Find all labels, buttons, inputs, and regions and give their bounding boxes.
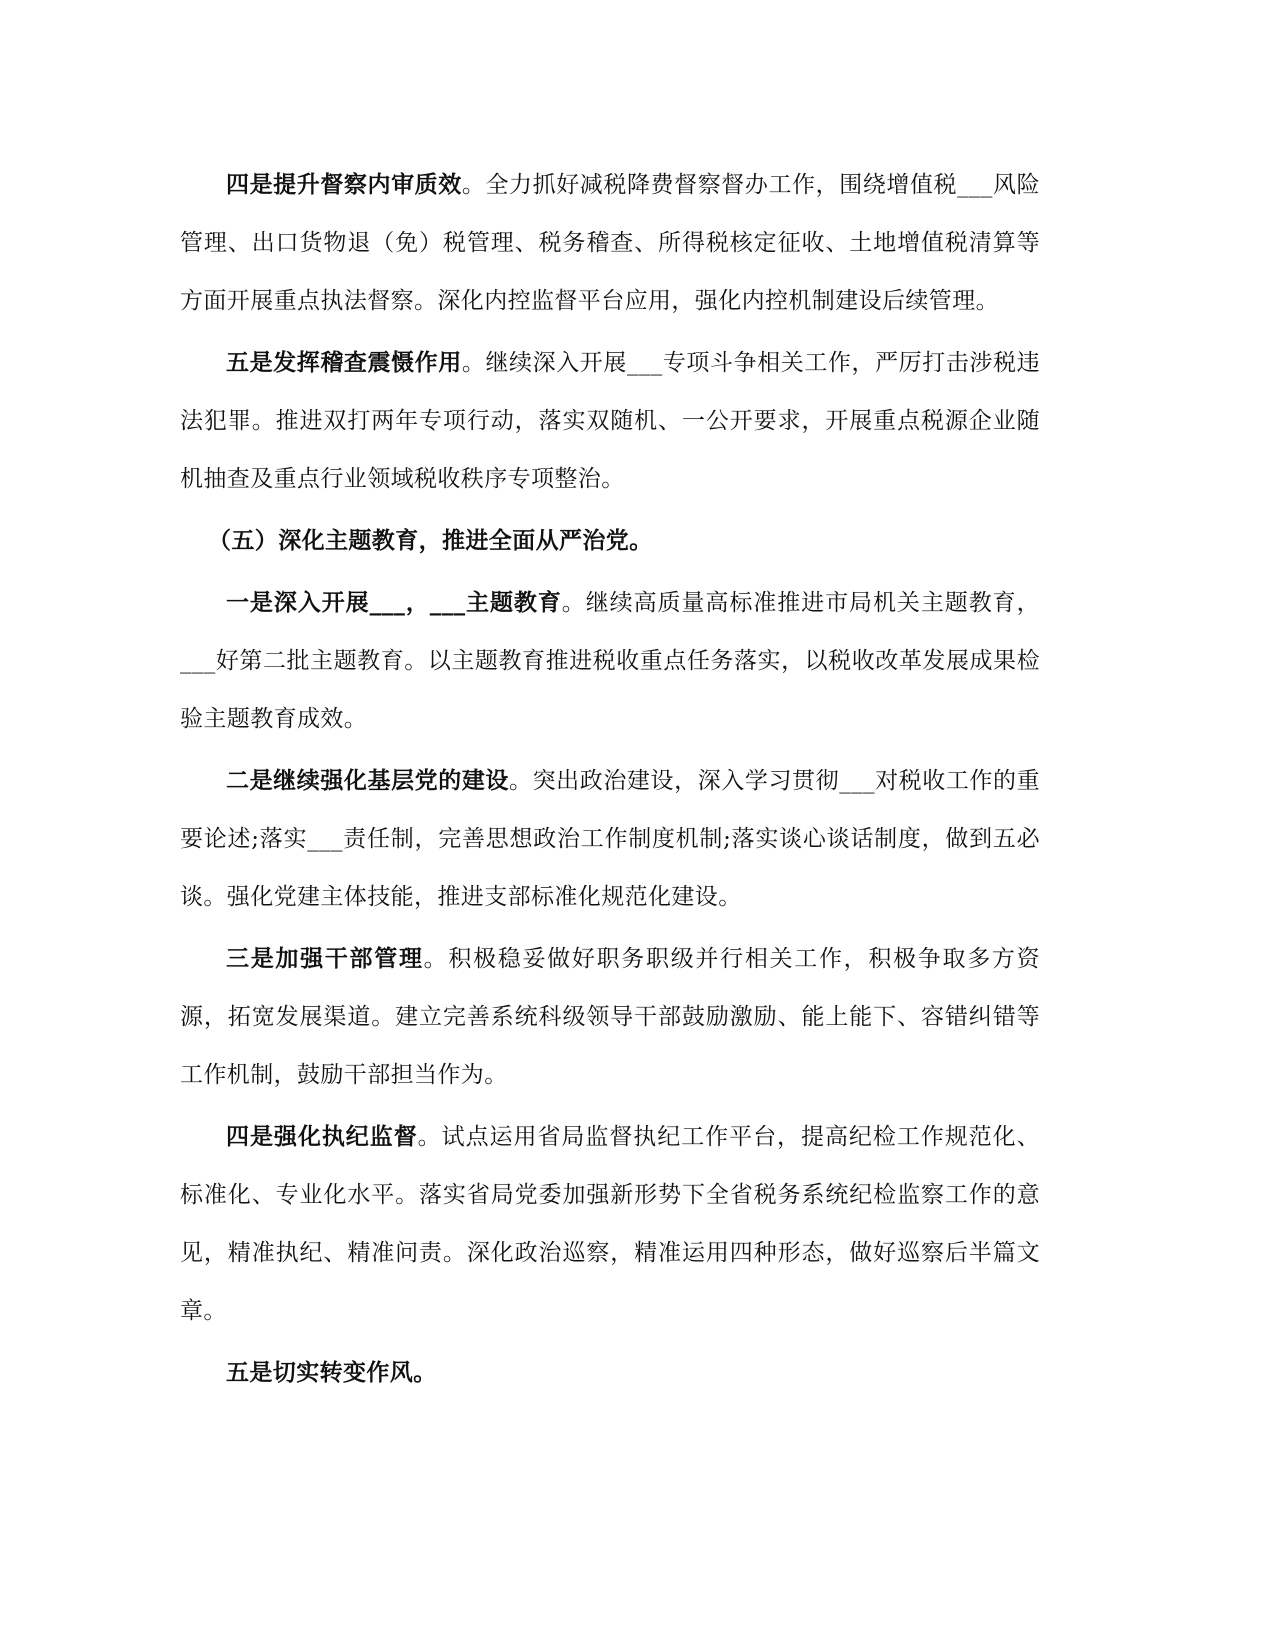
paragraph-discipline-supervision xyxy=(180,1108,1040,1340)
paragraph-body: 。突出政治建设，深入学习贯彻___对税收工作的重要论述;落实___责任制，完善思想政治工作制度机制;落实谈心谈话制度，做到五必谈。强化党建主体技能，推进支部标准化规范化建设。 xyxy=(180,768,1040,910)
document-page xyxy=(180,156,1040,1406)
paragraph-body: 。积极稳妥做好职务职级并行相关工作，积极争取多方资源，拓宽发展渠道。建立完善系统科级领导干部鼓励激励、能上能下、容错纠错等工作机制，鼓励干部担当作为。 xyxy=(180,946,1041,1088)
paragraph-supervision-audit xyxy=(180,156,1040,330)
paragraph-lead: 四是提升督察内审质效 xyxy=(226,171,462,198)
paragraph-work-style xyxy=(180,1344,1040,1402)
paragraph-lead: 三是加强干部管理 xyxy=(226,945,424,972)
paragraph-lead: 五是发挥稽查震慑作用 xyxy=(226,349,462,376)
section-heading: （五）深化主题教育，推进全面从严治党。 xyxy=(208,527,653,554)
paragraph-party-building xyxy=(180,752,1040,926)
paragraph-body: 。试点运用省局监督执纪工作平台，提高纪检工作规范化、标准化、专业化水平。落实省局党委加强新形势下全省税务系统纪检监察工作的意见，精准执纪、精准问责。深化政治巡察，精准运用四种形态，做好巡察后半篇文章。 xyxy=(180,1124,1041,1324)
paragraph-theme-education xyxy=(180,574,1040,748)
paragraph-lead: 二是继续强化基层党的建设 xyxy=(226,767,510,794)
paragraph-cadre-management xyxy=(180,930,1040,1104)
paragraph-inspection-deterrence xyxy=(180,334,1040,508)
paragraph-body: 。继续深入开展___专项斗争相关工作，严厉打击涉税违法犯罪。推进双打两年专项行动，落实双随机、一公开要求，开展重点税源企业随机抽查及重点行业领域税收秩序专项整治。 xyxy=(180,350,1041,492)
paragraph-body: 。全力抓好减税降费督察督办工作，围绕增值税___风险管理、出口货物退（免）税管理、税务稽查、所得税核定征收、土地增值税清算等方面开展重点执法督察。深化内控监督平台应用，强化内控机制建设后续管理。 xyxy=(180,172,1041,314)
paragraph-lead: 一是深入开展___，___主题教育 xyxy=(226,589,562,616)
paragraph-body: 。继续高质量高标准推进市局机关主题教育，___好第二批主题教育。以主题教育推进税收重点任务落实，以税收改革发展成果检验主题教育成效。 xyxy=(180,590,1041,732)
paragraph-lead: 四是强化执纪监督 xyxy=(226,1123,418,1150)
paragraph-lead: 五是切实转变作风。 xyxy=(226,1359,437,1386)
